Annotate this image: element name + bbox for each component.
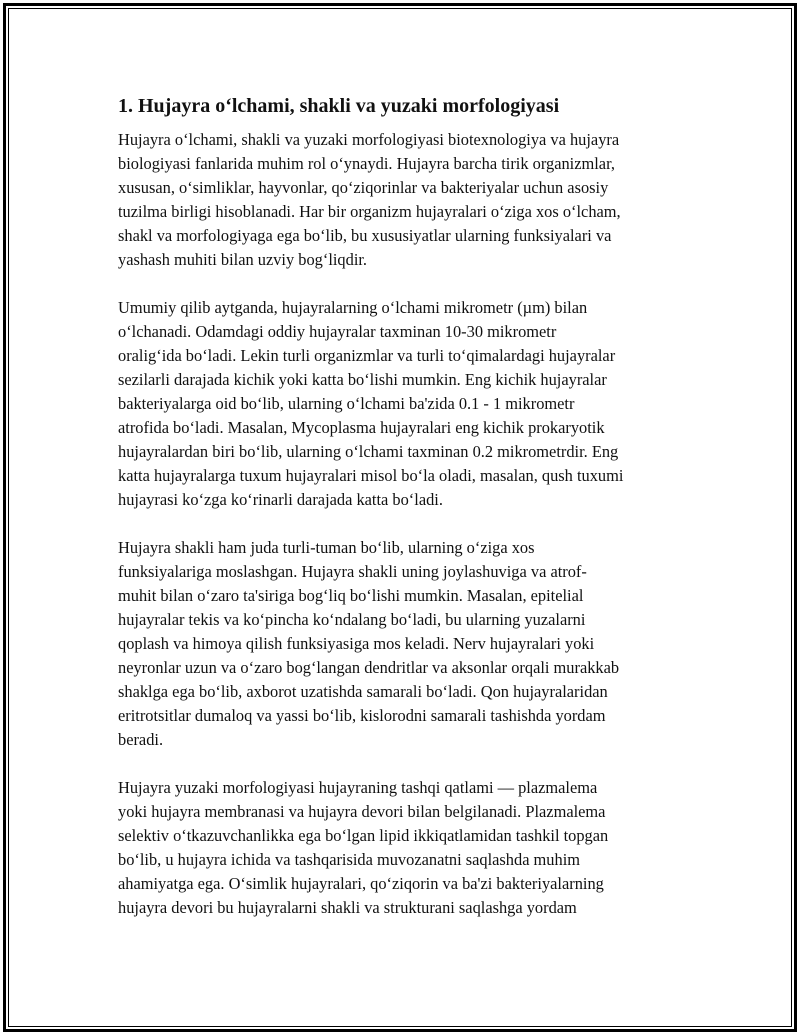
text-line: biologiyasi fanlarida muhim rol o‘ynaydi. Hujayra barcha tirik organizmlar, <box>118 154 615 173</box>
text-line: selektiv o‘tkazuvchanlikka ega bo‘lgan lipid ikkiqatlamidan tashkil topgan <box>118 826 609 845</box>
section-heading: 1. Hujayra o‘lchami, shakli va yuzaki morfologiyasi <box>118 95 560 117</box>
text-line: funksiyalariga moslashgan. Hujayra shakli uning joylashuviga va atrof- <box>118 562 587 581</box>
text-line: eritrotsitlar dumaloq va yassi bo‘lib, kislorodni samarali tashishda yordam <box>118 706 606 725</box>
text-line: bakteriyalarga oid bo‘lib, ularning o‘lchami ba'zida 0.1 - 1 mikrometr <box>118 394 575 413</box>
paragraph-2 <box>118 296 688 512</box>
text-line: atrofida bo‘ladi. Masalan, Mycoplasma hujayralari eng kichik prokaryotik <box>118 418 605 437</box>
text-line: tuzilma birligi hisoblanadi. Har bir organizm hujayralari o‘ziga xos o‘lcham, <box>118 202 621 221</box>
text-line: Umumiy qilib aytganda, hujayralarning o‘lchami mikrometr (µm) bilan <box>118 298 588 317</box>
text-line: oralig‘ida bo‘ladi. Lekin turli organizmlar va turli to‘qimalardagi hujayralar <box>118 346 616 365</box>
paragraph-1 <box>118 128 688 272</box>
text-line: ahamiyatga ega. O‘simlik hujayralari, qo‘ziqorin va ba'zi bakteriyalarning <box>118 874 604 893</box>
text-line: katta hujayralarga tuxum hujayralari misol bo‘la oladi, masalan, qush tuxumi <box>118 466 624 485</box>
text-line: qoplash va himoya qilish funksiyasiga mos keladi. Nerv hujayralari yoki <box>118 634 595 653</box>
text-line: hujayra devori bu hujayralarni shakli va strukturani saqlashga yordam <box>118 898 577 917</box>
text-line: shaklga ega bo‘lib, axborot uzatishda samarali bo‘ladi. Qon hujayralaridan <box>118 682 608 701</box>
text-line: Hujayra o‘lchami, shakli va yuzaki morfologiyasi biotexnologiya va hujayra <box>118 130 620 149</box>
text-line: shakl va morfologiyaga ega bo‘lib, bu xususiyatlar ularning funksiyalari va <box>118 226 612 245</box>
text-line: yoki hujayra membranasi va hujayra devori bilan belgilanadi. Plazmalema <box>118 802 606 821</box>
paragraph-4 <box>118 776 688 920</box>
text-line: hujayralardan biri bo‘lib, ularning o‘lchami taxminan 0.2 mikrometrdir. Eng <box>118 442 619 461</box>
text-line: beradi. <box>118 730 164 749</box>
text-line: yashash muhiti bilan uzviy bog‘liqdir. <box>118 250 368 269</box>
text-line: Hujayra shakli ham juda turli-tuman bo‘lib, ularning o‘ziga xos <box>118 538 535 557</box>
text-line: hujayralar tekis va ko‘pincha ko‘ndalang bo‘ladi, bu ularning yuzalarni <box>118 610 586 629</box>
text-line: muhit bilan o‘zaro ta'siriga bog‘liq bo‘lishi mumkin. Masalan, epitelial <box>118 586 584 605</box>
text-line: neyronlar uzun va o‘zaro bog‘langan dendritlar va aksonlar orqali murakkab <box>118 658 620 677</box>
text-line: sezilarli darajada kichik yoki katta bo‘lishi mumkin. Eng kichik hujayralar <box>118 370 607 389</box>
text-line: Hujayra yuzaki morfologiyasi hujayraning tashqi qatlami — plazmalema <box>118 778 598 797</box>
document-body <box>118 92 688 944</box>
text-line: bo‘lib, u hujayra ichida va tashqarisida muvozanatni saqlashda muhim <box>118 850 581 869</box>
text-line: o‘lchanadi. Odamdagi oddiy hujayralar taxminan 10-30 mikrometr <box>118 322 557 341</box>
paragraph-3 <box>118 536 688 752</box>
text-line: hujayrasi ko‘zga ko‘rinarli darajada katta bo‘ladi. <box>118 490 443 509</box>
text-line: xususan, o‘simliklar, hayvonlar, qo‘ziqorinlar va bakteriyalar uchun asosiy <box>118 178 609 197</box>
